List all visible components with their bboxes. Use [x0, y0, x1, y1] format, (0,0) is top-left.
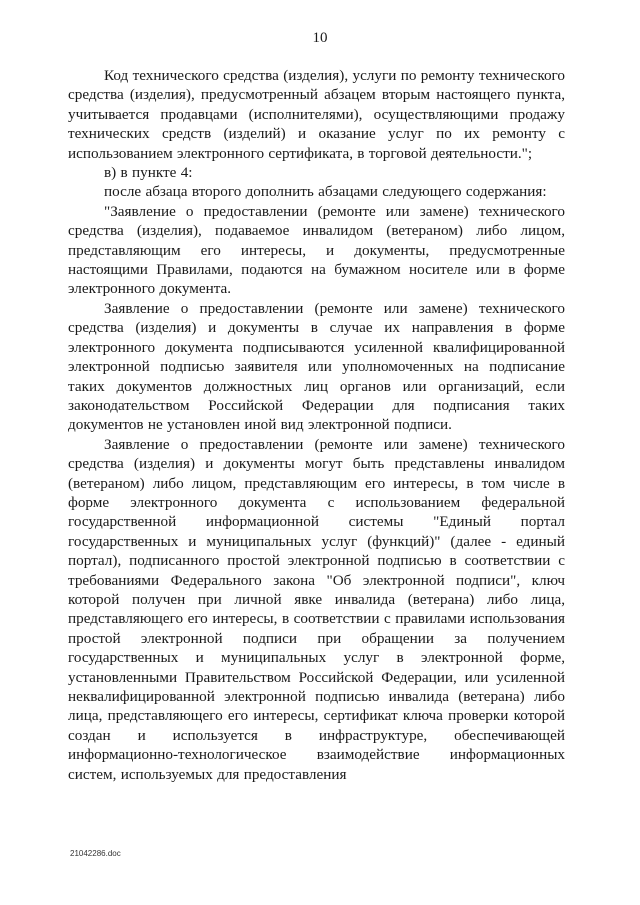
paragraph-amendment-intro: после абзаца второго дополнить абзацами следующего содержания:	[104, 183, 547, 201]
footer-document-code: 21042286.doc	[70, 849, 121, 858]
paragraph-electronic-signature: Заявление о предоставлении (ремонте или замене) технического средства (изделия) и документы в случае их направления в форме электронного документа подписываются усиленной квалифицированной электронной подписью заявителя или уполномоченных на подписание таких документов должностных лиц органов или организаций, если законодательством Российской Федерации для подписания таких документов не установлен иной вид электронной подписи.	[68, 299, 565, 434]
paragraph-unified-portal: Заявление о предоставлении (ремонте или замене) технического средства (изделия) и документы могут быть представлены инвалидом (ветераном) либо лицом, представляющим его интересы, в том числе в форме электронного документа с использованием федеральной государственной информационной системы "Единый портал государственных и муниципальных услуг (функций)" (далее - единый портал), подписанного простой электронной подписью в соответствии с требованиями Федерального закона "Об электронной подписи", ключ которой получен при личной явке инвалида (ветерана) либо лица, представляющего его интересы, в соответствии с правилами использования простой электронной подписи при обращении за получением государственных и муниципальных услуг в электронной форме, установленными Правительством Российской Федерации, или усиленной неквалифицированной электронной подписью инвалида (ветерана) либо лица, представляющего его интересы, сертификат ключа проверки которой создан и используется в инфраструктуре, обеспечивающей информационно-технологическое взаимодействие информационных систем, используемых для предоставления	[68, 435, 565, 783]
paragraph-application-form: "Заявление о предоставлении (ремонте или замене) технического средства (изделия), подаваемое инвалидом (ветераном) либо лицом, представляющим его интересы, и документы, предусмотренные настоящими Правилами, подаются на бумажном носителе или в форме электронного документа.	[68, 202, 565, 298]
paragraph-vendor-code: Код технического средства (изделия), услуги по ремонту технического средства (изделия), предусмотренный абзацем вторым настоящего пункта, учитывается продавцами (исполнителями), осуществляющими продажу технических средств (изделий) и оказание услуг по их ремонту с использованием электронного сертификата, в торговой деятельности.";	[68, 67, 565, 162]
document-body	[68, 66, 565, 784]
page-number: 10	[312, 30, 328, 46]
paragraph-subitem-v: в) в пункте 4:	[104, 164, 193, 182]
